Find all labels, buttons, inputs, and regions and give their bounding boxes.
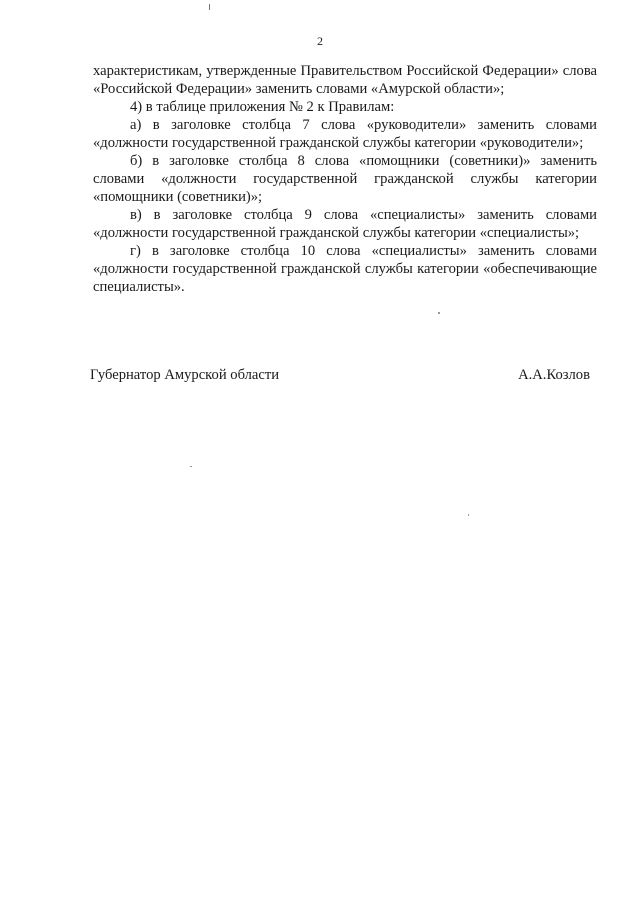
scan-speck bbox=[438, 312, 440, 314]
document-body bbox=[93, 62, 597, 296]
signature-title: Губернатор Амурской области bbox=[90, 367, 280, 383]
scan-speck bbox=[209, 4, 210, 10]
paragraph-continuation: характеристикам, утвержденные Правительством Российской Федерации» слова «Российской Федерации» заменить словами «Амурской области»; bbox=[93, 63, 597, 97]
paragraph-item-b: б) в заголовке столбца 8 слова «помощники (советники)» заменить словами «должности государственной гражданской службы категории «помощники (советники)»; bbox=[93, 153, 597, 205]
scan-speck bbox=[468, 514, 469, 516]
scan-speck bbox=[190, 466, 192, 467]
paragraph-item-4: 4) в таблице приложения № 2 к Правилам: bbox=[130, 99, 395, 115]
paragraph-item-a: а) в заголовке столбца 7 слова «руководители» заменить словами «должности государственной гражданской службы категории «руководители»; bbox=[93, 117, 597, 151]
paragraph-item-g: г) в заголовке столбца 10 слова «специалисты» заменить словами «должности государственной гражданской службы категории «обеспечивающие специалисты». bbox=[93, 243, 597, 295]
page-number: 2 bbox=[317, 34, 323, 48]
signature-name: А.А.Козлов bbox=[518, 367, 590, 383]
paragraph-item-v: в) в заголовке столбца 9 слова «специалисты» заменить словами «должности государственной гражданской службы категории «специалисты»; bbox=[93, 207, 597, 241]
